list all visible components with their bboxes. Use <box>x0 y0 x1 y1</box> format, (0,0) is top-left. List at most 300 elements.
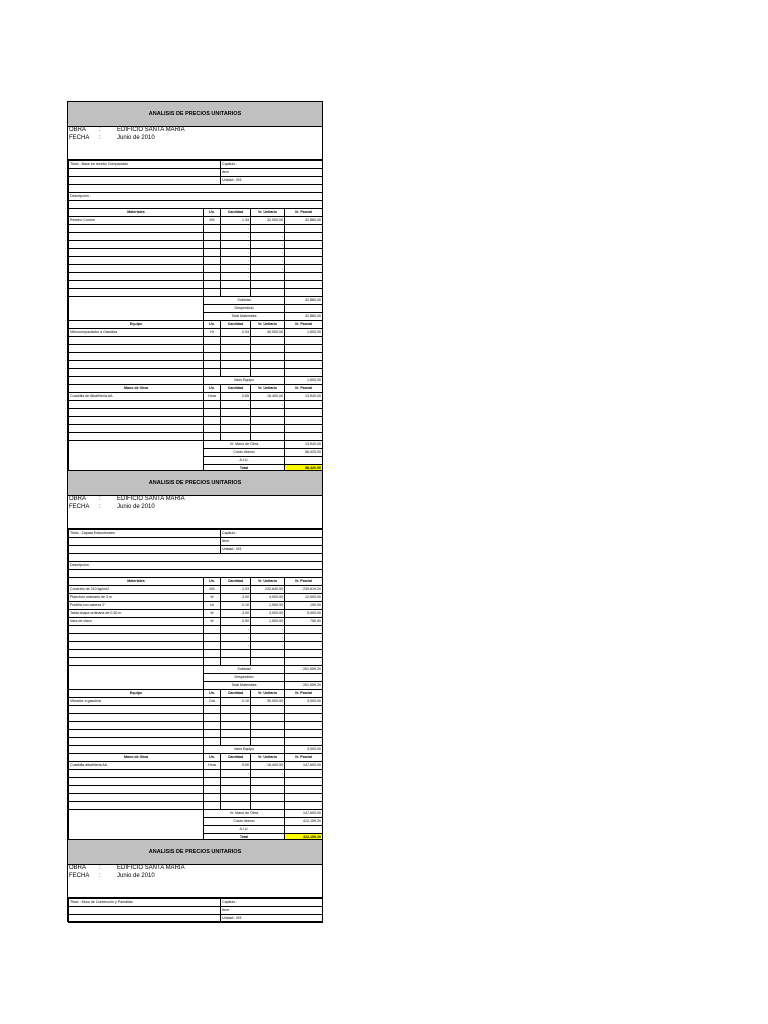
mano-de-obra-header-row <box>69 754 323 762</box>
table-row <box>69 217 323 225</box>
desperdicio-label: Desperdicio <box>204 674 285 682</box>
item-unit <box>204 241 221 249</box>
unitario-header: Vr. Unitario <box>251 754 285 762</box>
parcial-header: Vr. Parcial <box>285 578 323 586</box>
price-analysis-sheet <box>67 101 323 474</box>
equipo-header-row <box>69 321 323 329</box>
item-partial: - <box>285 281 323 289</box>
item-unit-price <box>251 714 285 722</box>
item-unit-price <box>251 353 285 361</box>
table-row <box>69 714 323 722</box>
item-unit <box>204 409 221 417</box>
item-unit-price <box>251 433 285 441</box>
item-description <box>69 369 204 377</box>
total-materiales-value: 42,880.00 <box>285 313 323 321</box>
item-unit-price: 30,000.00 <box>251 698 285 706</box>
item-description: Cuadrilla de Albañilería AA <box>69 393 204 401</box>
item-description <box>69 706 204 714</box>
blank-cell <box>69 457 204 465</box>
project-info <box>68 127 322 160</box>
colon: : <box>99 135 101 141</box>
item-description: Vara de clavo <box>69 618 204 626</box>
table-row <box>69 770 323 778</box>
table-row <box>69 273 323 281</box>
subtotal-value: 42,880.00 <box>285 297 323 305</box>
colon: : <box>99 504 101 510</box>
item-partial: 147,600.00 <box>285 762 323 770</box>
item-partial: 13,940.00 <box>285 393 323 401</box>
item-description: Tabla chapa ordinaria de 0.30 m <box>69 610 204 618</box>
empty-cell <box>69 546 221 554</box>
unitario-header: Vr. Unitario <box>251 321 285 329</box>
unidad-cell: Unidad : M3 <box>221 915 323 923</box>
total-materiales-label: Total Materiales <box>204 682 285 690</box>
valor-equipo-value: 3,000.00 <box>285 746 323 754</box>
item-partial: - <box>285 802 323 810</box>
item-description <box>69 249 204 257</box>
un-header: Un. <box>204 578 221 586</box>
item-partial: - <box>285 770 323 778</box>
item-quantity: 1.03 <box>221 586 251 594</box>
item-unit <box>204 770 221 778</box>
table-row <box>69 730 323 738</box>
table-row <box>69 786 323 794</box>
spacer-cell <box>69 554 323 562</box>
table-row <box>69 345 323 353</box>
item-partial: 1,600.00 <box>285 329 323 337</box>
titulo-cell: Titulo : Zapata Estructurales <box>69 530 221 538</box>
fecha-value: Junio de 2010 <box>117 135 155 141</box>
item-unit-price <box>251 650 285 658</box>
item-partial: - <box>285 626 323 634</box>
table-row <box>69 778 323 786</box>
item-quantity <box>221 361 251 369</box>
table-row <box>69 618 323 626</box>
item-unit: M <box>204 610 221 618</box>
item-unit-price <box>251 425 285 433</box>
item-unit <box>204 337 221 345</box>
subtotal-row <box>69 297 323 305</box>
item-unit-price: - <box>251 241 285 249</box>
item-unit-price <box>251 786 285 794</box>
cantidad-header: Cantidad <box>221 754 251 762</box>
item-unit <box>204 249 221 257</box>
titulo-cell: Titulo : Muro de Contención y Pantallas <box>69 899 221 907</box>
item-unit-price <box>251 802 285 810</box>
item-unit <box>204 626 221 634</box>
blank-cell <box>69 441 204 449</box>
cantidad-header: Cantidad <box>221 385 251 393</box>
item-description <box>69 345 204 353</box>
item-partial <box>285 289 323 297</box>
blank-cell <box>69 297 204 305</box>
item-unit <box>204 642 221 650</box>
item-partial: - <box>285 337 323 345</box>
table-row <box>69 361 323 369</box>
table-row <box>69 610 323 618</box>
item-unit-price <box>251 417 285 425</box>
item-unit <box>204 369 221 377</box>
costo-directo-value: 412,159.20 <box>285 818 323 826</box>
item-unit <box>204 786 221 794</box>
price-analysis-sheet <box>67 839 323 922</box>
mano-de-obra-header-row <box>69 385 323 393</box>
table-row <box>69 265 323 273</box>
item-quantity <box>221 794 251 802</box>
item-partial: - <box>285 249 323 257</box>
materiales-header-row <box>69 578 323 586</box>
subtotal-row <box>69 666 323 674</box>
item-unit-price <box>251 722 285 730</box>
item-unit <box>204 722 221 730</box>
item-unit-price: 4,000.00 <box>251 594 285 602</box>
costo-directo-row <box>69 449 323 457</box>
desperdicio-value <box>285 305 323 313</box>
empty-cell <box>69 177 221 185</box>
item-unit-price: - <box>251 634 285 642</box>
item-quantity: - <box>221 626 251 634</box>
colon: : <box>99 127 101 133</box>
item-description <box>69 225 204 233</box>
aiu-value <box>285 457 323 465</box>
valor-equipo-row <box>69 377 323 385</box>
table-row <box>69 225 323 233</box>
item-quantity <box>221 658 251 666</box>
item-description <box>69 650 204 658</box>
item-unit-price: - <box>251 265 285 273</box>
mano-de-obra-header: Mano de Obra <box>69 385 204 393</box>
item-partial: - <box>285 706 323 714</box>
materiales-header: Materiales <box>69 578 204 586</box>
item-quantity <box>221 369 251 377</box>
table-row <box>69 802 323 810</box>
titulo-cell: Titulo : Base en recebo Compactado <box>69 161 221 169</box>
item-partial: 9,000.00 <box>285 610 323 618</box>
project-info <box>68 865 322 898</box>
desperdicio-row <box>69 305 323 313</box>
item-description <box>69 634 204 642</box>
item-partial: - <box>285 361 323 369</box>
item-unit: M <box>204 594 221 602</box>
item-partial: - <box>285 738 323 746</box>
table-row <box>69 698 323 706</box>
descripcion-cell: Descripción : <box>69 562 323 570</box>
total-materiales-row <box>69 682 323 690</box>
parcial-header: Vr. Parcial <box>285 321 323 329</box>
item-unit <box>204 273 221 281</box>
item-partial: 12,000.00 <box>285 594 323 602</box>
item-unit <box>204 345 221 353</box>
fecha-row <box>69 504 155 511</box>
item-unit <box>204 433 221 441</box>
item-quantity <box>221 425 251 433</box>
table-row <box>69 369 323 377</box>
table-row <box>69 401 323 409</box>
table-row <box>69 722 323 730</box>
table-row <box>69 586 323 594</box>
item-unit <box>204 778 221 786</box>
subtotal-label: Subtotal <box>204 297 285 305</box>
table-row <box>69 762 323 770</box>
item-unit-price <box>251 738 285 746</box>
item-partial: 3,000.00 <box>285 698 323 706</box>
vr-mano-de-obra-row <box>69 810 323 818</box>
item-quantity: 9.00 <box>221 762 251 770</box>
blank-cell <box>69 449 204 457</box>
item-unit <box>204 794 221 802</box>
table-row <box>69 650 323 658</box>
table-row <box>69 249 323 257</box>
item-description: Concreto de 210 kg/cm2 <box>69 586 204 594</box>
item-partial: - <box>285 273 323 281</box>
item-quantity: - <box>221 257 251 265</box>
unidad-cell: Unidad : M3 <box>221 546 323 554</box>
item-quantity <box>221 786 251 794</box>
item-unit-price: - <box>251 642 285 650</box>
obra-value: EDIFICIO SANTA MARIA <box>117 127 185 133</box>
table-row <box>69 353 323 361</box>
fecha-value: Junio de 2010 <box>117 873 155 879</box>
sheet-title: ANALISIS DE PRECIOS UNITARIOS <box>68 471 322 496</box>
equipo-header: Equipo <box>69 690 204 698</box>
item-quantity <box>221 289 251 297</box>
fecha-row <box>69 135 155 142</box>
item-quantity: - <box>221 770 251 778</box>
item-quantity <box>221 353 251 361</box>
item-partial: - <box>285 786 323 794</box>
item-description <box>69 337 204 345</box>
item-cell: Item <box>221 538 323 546</box>
item-description <box>69 401 204 409</box>
blank-cell <box>69 674 204 682</box>
item-quantity: - <box>221 233 251 241</box>
obra-label: OBRA <box>69 127 87 133</box>
item-unit-price <box>251 281 285 289</box>
colon: : <box>99 496 101 502</box>
table-row <box>69 233 323 241</box>
item-quantity <box>221 706 251 714</box>
table-row <box>69 634 323 642</box>
parcial-header: Vr. Parcial <box>285 385 323 393</box>
item-unit-price: 32,000.00 <box>251 217 285 225</box>
colon: : <box>99 865 101 871</box>
item-partial: - <box>285 265 323 273</box>
item-quantity: 3.00 <box>221 610 251 618</box>
item-partial: - <box>285 642 323 650</box>
item-unit <box>204 425 221 433</box>
fecha-label: FECHA <box>69 135 90 141</box>
cantidad-header: Cantidad <box>221 209 251 217</box>
table-row <box>69 594 323 602</box>
item-description <box>69 289 204 297</box>
item-quantity <box>221 714 251 722</box>
table-row <box>69 642 323 650</box>
item-unit-price: - <box>251 249 285 257</box>
item-description: Planchón ordinario de 3 m <box>69 594 204 602</box>
item-unit: Dia <box>204 698 221 706</box>
item-unit-price: 1,500.00 <box>251 618 285 626</box>
subtotal-label: Subtotal <box>204 666 285 674</box>
item-unit <box>204 281 221 289</box>
fecha-value: Junio de 2010 <box>117 504 155 510</box>
sheet-title: ANALISIS DE PRECIOS UNITARIOS <box>68 102 322 127</box>
project-info <box>68 496 322 529</box>
item-partial: - <box>285 353 323 361</box>
item-description <box>69 281 204 289</box>
item-unit <box>204 289 221 297</box>
spacer-cell <box>69 201 323 209</box>
item-unit: M3 <box>204 586 221 594</box>
item-description <box>69 714 204 722</box>
fecha-row <box>69 873 155 880</box>
item-description <box>69 786 204 794</box>
item-description <box>69 794 204 802</box>
item-description <box>69 233 204 241</box>
item-unit <box>204 361 221 369</box>
obra-row <box>69 496 185 503</box>
item-description: Vibrador a gasolina <box>69 698 204 706</box>
vr-mano-de-obra-label: Vr. Mano de Obra <box>204 441 285 449</box>
item-unit-price <box>251 706 285 714</box>
item-partial: - <box>285 714 323 722</box>
item-unit-price <box>251 345 285 353</box>
spacer-cell <box>69 185 323 193</box>
cantidad-header: Cantidad <box>221 578 251 586</box>
item-quantity: 3.00 <box>221 594 251 602</box>
blank-cell <box>69 377 204 385</box>
blank-cell <box>69 313 204 321</box>
colon: : <box>99 873 101 879</box>
item-partial: - <box>285 417 323 425</box>
item-unit-price: - <box>251 401 285 409</box>
item-quantity <box>221 650 251 658</box>
item-unit: Hora <box>204 393 221 401</box>
item-unit-price: - <box>251 257 285 265</box>
item-description <box>69 642 204 650</box>
costo-directo-label: Costo directo <box>204 818 285 826</box>
item-quantity <box>221 778 251 786</box>
item-partial: - <box>285 778 323 786</box>
item-unit <box>204 353 221 361</box>
table-row <box>69 329 323 337</box>
table-row <box>69 706 323 714</box>
fecha-label: FECHA <box>69 504 90 510</box>
item-unit: Lb <box>204 602 221 610</box>
blank-cell <box>69 666 204 674</box>
item-partial: - <box>285 794 323 802</box>
table-row <box>69 289 323 297</box>
item-quantity: 0.04 <box>221 329 251 337</box>
desperdicio-value <box>285 674 323 682</box>
aiu-value <box>285 826 323 834</box>
item-description <box>69 273 204 281</box>
desperdicio-row <box>69 674 323 682</box>
vr-mano-de-obra-label: Vr. Mano de Obra <box>204 810 285 818</box>
item-description <box>69 730 204 738</box>
item-unit <box>204 738 221 746</box>
obra-label: OBRA <box>69 496 87 502</box>
obra-value: EDIFICIO SANTA MARIA <box>117 496 185 502</box>
table-row <box>69 794 323 802</box>
item-partial: 750.00 <box>285 618 323 626</box>
valor-equipo-row <box>69 746 323 754</box>
item-quantity: 0.10 <box>221 602 251 610</box>
total-label: Total <box>204 465 285 473</box>
item-unit <box>204 257 221 265</box>
item-unit-price <box>251 225 285 233</box>
item-unit-price: 40,000.00 <box>251 329 285 337</box>
item-description <box>69 802 204 810</box>
blank-cell <box>69 818 204 826</box>
item-description <box>69 241 204 249</box>
item-unit-price: - <box>251 233 285 241</box>
blank-cell <box>69 682 204 690</box>
item-partial: - <box>285 345 323 353</box>
item-unit <box>204 265 221 273</box>
item-unit <box>204 802 221 810</box>
table-row <box>69 241 323 249</box>
blank-cell <box>69 810 204 818</box>
unidad-cell: Unidad : M3 <box>221 177 323 185</box>
item-unit <box>204 658 221 666</box>
empty-cell <box>69 915 221 923</box>
materiales-header: Materiales <box>69 209 204 217</box>
item-quantity <box>221 802 251 810</box>
costo-directo-row <box>69 818 323 826</box>
item-quantity: - <box>221 273 251 281</box>
table-row <box>69 257 323 265</box>
item-partial: 42,880.00 <box>285 217 323 225</box>
item-partial: - <box>285 401 323 409</box>
item-partial: - <box>285 241 323 249</box>
unitario-header: Vr. Unitario <box>251 385 285 393</box>
item-unit-price <box>251 361 285 369</box>
item-description <box>69 738 204 746</box>
spacer-cell <box>69 570 323 578</box>
item-description <box>69 778 204 786</box>
table-row <box>69 626 323 634</box>
unitario-header: Vr. Unitario <box>251 690 285 698</box>
item-description <box>69 257 204 265</box>
vr-mano-de-obra-value: 147,600.00 <box>285 810 323 818</box>
item-unit-price: 16,400.00 <box>251 393 285 401</box>
total-materiales-label: Total Materiales <box>204 313 285 321</box>
total-materiales-value: 261,559.20 <box>285 682 323 690</box>
item-cell: Item <box>221 907 323 915</box>
item-quantity: 0.50 <box>221 618 251 626</box>
item-description: Recebo Común <box>69 217 204 225</box>
table-row <box>69 417 323 425</box>
item-unit: Hora <box>204 762 221 770</box>
item-quantity: - <box>221 642 251 650</box>
sheet-title: ANALISIS DE PRECIOS UNITARIOS <box>68 840 322 865</box>
item-quantity: - <box>221 241 251 249</box>
table-row <box>69 425 323 433</box>
item-unit: M <box>204 618 221 626</box>
item-description <box>69 722 204 730</box>
aiu-label: A.I.U. <box>204 826 285 834</box>
item-quantity <box>221 722 251 730</box>
table-row <box>69 393 323 401</box>
un-header: Un. <box>204 385 221 393</box>
cantidad-header: Cantidad <box>221 321 251 329</box>
obra-label: OBRA <box>69 865 87 871</box>
analysis-table <box>68 160 323 473</box>
empty-cell <box>69 169 221 177</box>
aiu-row <box>69 826 323 834</box>
empty-cell <box>69 907 221 915</box>
item-unit-price: - <box>251 626 285 634</box>
